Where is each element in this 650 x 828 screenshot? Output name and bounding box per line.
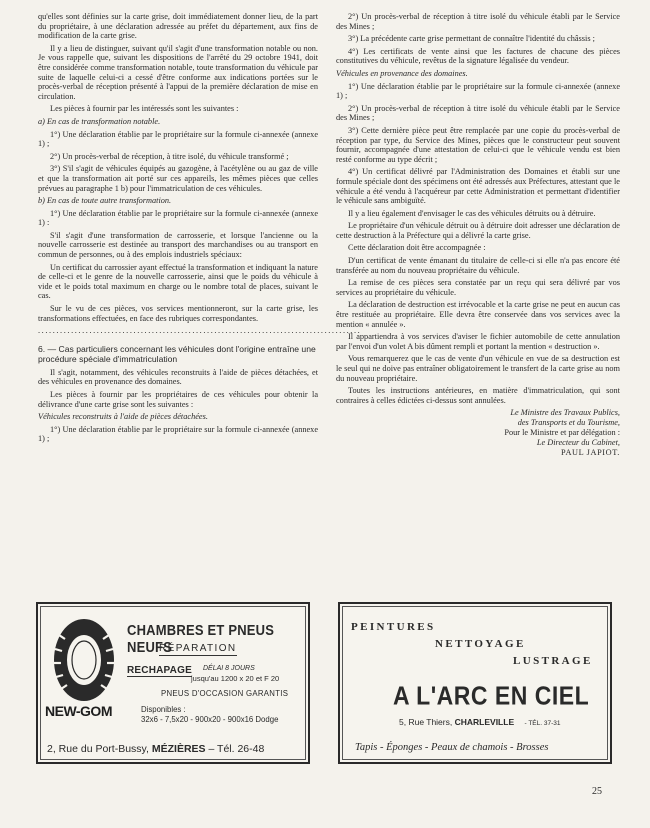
subsection-heading: b) En cas de toute autre transformation. [38, 196, 172, 206]
signature-line: Le Directeur du Cabinet, [536, 438, 620, 448]
list-item: 2°) Un procès-verbal de réception à titre isolé du véhicule établi par le Service des Mines ; [336, 103, 620, 123]
list-item: 1°) Une déclaration établie par le propriétaire sur la formule ci-annexée (annexe 1) ; [38, 424, 318, 444]
paragraph: Cette déclaration doit être accompagnée : [348, 243, 486, 253]
ad-address [47, 743, 264, 755]
left-text-column [38, 12, 362, 447]
ad-city: CHARLEVILLE [454, 717, 515, 727]
list-item: 1°) Une déclaration établie par le propriétaire sur la formule ci-annexée (annexe 1) ; [336, 81, 620, 101]
list-item: 2°) Un procès-verbal de réception à titre isolé du véhicule établi par le Service des Mines ; [336, 12, 620, 31]
ad-sizes: jusqu'au 1200 x 20 et F 20 [191, 674, 280, 683]
list-item: 1°) Une déclaration établie par le propriétaire sur la formule ci-annexée (annexe 1) ; [38, 129, 318, 149]
ad-inner-frame [40, 606, 306, 760]
tire-icon [51, 617, 117, 703]
paragraph: Les pièces à fournir par les propriétaires de ces véhicules pour obtenir la délivrance d'une carte grise sont les suivantes : [38, 390, 318, 409]
signature-line: Pour le Ministre et par délégation : [504, 428, 620, 438]
signature-line: Le Ministre des Travaux Publics, [510, 408, 620, 418]
paragraph: Les pièces à fournir par les intéressés sont les suivantes : [50, 104, 239, 114]
list-item: 4°) Les certificats de vente ainsi que les factures de chacune des pièces constitutives du véhicule, revêtus de la signature légalisée du vendeur. [336, 46, 620, 66]
ad-occasion: PNEUS D'OCCASION GARANTIS [161, 689, 289, 698]
paragraph: Il s'agit, notamment, des véhicules reconstruits à l'aide de pièces détachées, et des véhicules en provenance des domaines. [38, 367, 318, 387]
ad-dimensions: 32x6 - 7,5x20 - 900x20 - 900x16 Dodge [141, 715, 279, 724]
ad-service-cleaning: NETTOYAGE [435, 638, 526, 650]
paragraph: qu'elles sont définies sur la carte grise, doit immédiatement donner lieu, de la part du propriétaire, à une déclaration adressée au préfet du département, aux fins de modification de la carte grise. [38, 12, 318, 41]
paragraph: Il y a lieu de distinguer, suivant qu'il s'agit d'une transformation notable ou non. Je vous rappelle que, suivant les dispositions de l'arrêté du 29 octobre 1941, doit être considérée comme transformation notable, toute transformation du véhicule par suite de laquelle celui-ci a cessé d'être conforme aux indications portées sur le procès-verbal de réception présenté à l'appui de la première déclaration de mise en circulation. [38, 43, 318, 101]
paragraph: Un certificat du carrossier ayant effectué la transformation et indiquant la nature de celle-ci et le genre de la nouvelle carrosserie, ainsi que le poids du véhicule à vide et le poids total maximum en charge ou le nombre total de places, suivant le cas. [38, 262, 318, 301]
paragraph: La remise de ces pièces sera constatée par un reçu qui sera délivré par vos services au propriétaire du véhicule. [336, 278, 620, 297]
list-item: 3°) Cette dernière pièce peut être remplacée par une copie du procès-verbal de réception par type, du Service des Mines, pièces que le constructeur peut souvent fournir, accompagnée d'une attestation de celui-ci que le véhicule vendu est bien resté conforme au type décrit ; [336, 125, 620, 164]
right-text-column [336, 12, 620, 458]
advertisement-arc-en-ciel [338, 602, 612, 764]
new-gom-logo: NEW-GOM [45, 703, 112, 719]
list-item: 3°) S'il s'agit de véhicules équipés au gazogène, à l'acétylène ou au gaz de ville et que la transformation ait porté sur ces appareils, les mêmes pièces que celles prévues au paragraphe 1 b) pour l'immatriculation de ces véhicules. [38, 164, 318, 193]
ad-telephone: - TÉL. 37-31 [524, 720, 561, 727]
ad-address [399, 717, 561, 727]
ad-disponibles: Disponibles : [141, 705, 186, 714]
list-item: 1°) Une déclaration établie par le propriétaire sur la formule ci-annexée (annexe 1) : [38, 208, 318, 228]
ad-products: Tapis - Éponges - Peaux de chamois - Brosses [355, 742, 549, 753]
ad-service-painting: PEINTURES [351, 621, 436, 633]
advertisement-new-gom [36, 602, 310, 764]
ad-delai: DÉLAI 8 JOURS [203, 665, 255, 672]
paragraph: S'il s'agit d'une transformation de carrosserie, et lorsque l'ancienne ou la nouvelle carrosserie est destinée au transport des marchandises ou au transport en commun de personnes, ou à des emplois industriels spéciaux: [38, 230, 318, 260]
paragraph: D'un certificat de vente émanant du titulaire de celle-ci si elle n'a pas encore été transférée au nom du nouveau propriétaire du véhicule. [336, 256, 620, 275]
paragraph: Sur le vu de ces pièces, vos services mentionneront, sur la carte grise, les transformations effectuées, en face des rubriques correspondantes. [38, 304, 318, 323]
ad-service-polishing: LUSTRAGE [513, 655, 593, 667]
ad-city: MÉZIÈRES [151, 743, 206, 755]
signature-line: des Transports et du Tourisme, [517, 418, 620, 428]
ad-business-name: A L'ARC EN CIEL [393, 681, 590, 711]
page-number: 25 [592, 786, 602, 797]
signature-name: PAUL JAPIOT. [561, 448, 620, 458]
paragraph: Il appartiendra à vos services d'aviser le fichier automobile de cette annulation par l'envoi d'un volet A bis dûment rempli et portant la mention « destruction ». [336, 332, 620, 351]
list-item: 3°) La précédente carte grise permettant de connaître l'identité du châssis ; [348, 34, 595, 44]
list-item: 2°) Un procès-verbal de réception, à titre isolé, du véhicule transformé ; [50, 151, 289, 161]
ad-rechapage: RECHAPAGE [127, 665, 192, 676]
separator-dots: ........................................................................................ [38, 326, 362, 336]
ad-title: CHAMBRES ET PNEUS NEUFS [127, 621, 275, 656]
paragraph: Toutes les instructions antérieures, en matière d'immatriculation, qui sont contraires à celles édictées ci-dessus sont annulées. [336, 386, 620, 405]
subsection-heading: Véhicules en provenance des domaines. [336, 68, 468, 78]
paragraph: Il y a lieu également d'envisager le cas des véhicules détruits ou à détruire. [348, 208, 596, 218]
paragraph: Vous remarquerez que le cas de vente d'un véhicule en vue de sa destruction est le seul qui ne doive pas entraîner obligatoirement le transfert de la carte grise au nom du nouveau propriétaire. [336, 354, 620, 383]
paragraph: Le propriétaire d'un véhicule détruit ou à détruire doit adresser une déclaration de cette destruction à la Préfecture qui a délivré la carte grise. [336, 221, 620, 240]
ad-telephone: – Tél. 26-48 [208, 743, 265, 755]
section-heading: 6. — Cas particuliers concernant les véhicules dont l'origine entraîne une procédure spéciale d'immatriculation [38, 343, 316, 365]
ad-inner-frame [342, 606, 608, 760]
paragraph: La déclaration de destruction est irrévocable et la carte grise ne peut en aucun cas être restituée au propriétaire. Elle devra être conservée dans vos services avec la mention « annulée ». [336, 300, 620, 329]
list-item: 4°) Un certificat délivré par l'Administration des Domaines et établi sur une formule spéciale dont des spécimens ont été adressés aux Préfectures, attestant que le véhicule a été vendu à l'acquéreur par cette Administration et permettant d'identifier le véhicule sans ambiguïté. [336, 167, 620, 206]
ad-subtitle: RÉPARATION [159, 643, 237, 654]
ad-street: 5, Rue Thiers, [399, 717, 453, 727]
subsection-heading: Véhicules reconstruits à l'aide de pièces détachées. [38, 412, 208, 422]
ad-street: 2, Rue du Port-Bussy, [47, 743, 149, 755]
subsection-heading: a) En cas de transformation notable. [38, 116, 161, 126]
